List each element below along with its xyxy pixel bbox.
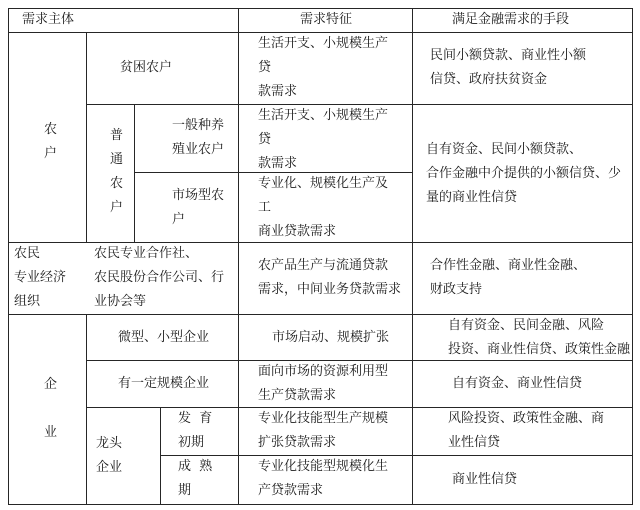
- poor-farmers-feature: 生活开支、小规模生产 贷 款需求: [258, 36, 389, 99]
- general-farmers-label: 一般种养 殖业农户: [172, 118, 225, 157]
- enterprise-group-label: 企 业: [44, 377, 58, 440]
- mature-stage-label: 成 熟 期: [178, 459, 213, 498]
- micro-enterprise-label: 微型、小型企业: [118, 330, 210, 345]
- header-subject: 需求主体: [22, 12, 75, 27]
- scaled-enterprise-means: 自有资金、商业性信贷: [452, 376, 583, 391]
- micro-enterprise-feature: 市场启动、规模扩张: [272, 330, 390, 345]
- column-divider: [238, 8, 239, 505]
- market-farmers-feature: 专业化、规模化生产及 工 商业贷款需求: [258, 176, 389, 239]
- scaled-enterprise-feature: 面向市场的资源利用型 生产贷款需求: [258, 364, 389, 403]
- column-divider: [134, 104, 135, 242]
- coop-means: 合作性金融、商业性金融、 财政支持: [430, 258, 587, 297]
- mature-stage-means: 商业性信贷: [452, 472, 518, 487]
- coop-label: 农民 专业经济 组织: [14, 246, 67, 309]
- row-divider: [160, 455, 632, 456]
- growth-stage-means: 风险投资、政策性金融、商 业性信贷: [448, 411, 605, 450]
- column-divider: [412, 8, 413, 505]
- micro-enterprise-means: 自有资金、民间金融、风险 投资、商业性信贷、政策性金融: [448, 318, 631, 357]
- growth-stage-feature: 专业化技能型生产规模 扩张贷款需求: [258, 411, 389, 450]
- ordinary-farmers-label: 普 通 农 户: [110, 128, 124, 215]
- ordinary-farmers-means: 自有资金、民间小额贷款、 合作金融中介提供的小额信贷、少 量的商业性信贷: [426, 142, 622, 205]
- coop-feature: 农产品生产与流通贷款 需求，中间业务贷款需求: [258, 258, 402, 297]
- coop-detail: 农民专业合作社、 农民股份合作公司、行 业协会等: [94, 246, 225, 309]
- mature-stage-feature: 专业化技能型规模化生 产贷款需求: [258, 459, 389, 498]
- poor-farmers-means: 民间小额贷款、商业性小额 信贷、政府扶贫资金: [430, 48, 587, 87]
- market-farmers-label: 市场型农 户: [172, 188, 225, 227]
- farmers-group-label: 农 户: [44, 122, 58, 161]
- header-features: 需求特征: [300, 12, 353, 27]
- poor-farmers-label: 贫困农户: [120, 60, 173, 75]
- column-divider: [86, 32, 87, 242]
- header-means: 满足金融需求的手段: [452, 12, 570, 27]
- leading-enterprise-label: 龙头 企业: [96, 436, 123, 475]
- general-farmers-feature: 生活开支、小规模生产 贷 款需求: [258, 108, 389, 171]
- table-left-border: [8, 8, 9, 505]
- column-divider: [160, 407, 161, 504]
- column-divider: [86, 314, 87, 504]
- table-bottom-border: [8, 504, 632, 505]
- table-right-border: [632, 8, 633, 505]
- growth-stage-label: 发 育 初期: [178, 411, 213, 450]
- scaled-enterprise-label: 有一定规模企业: [118, 376, 210, 391]
